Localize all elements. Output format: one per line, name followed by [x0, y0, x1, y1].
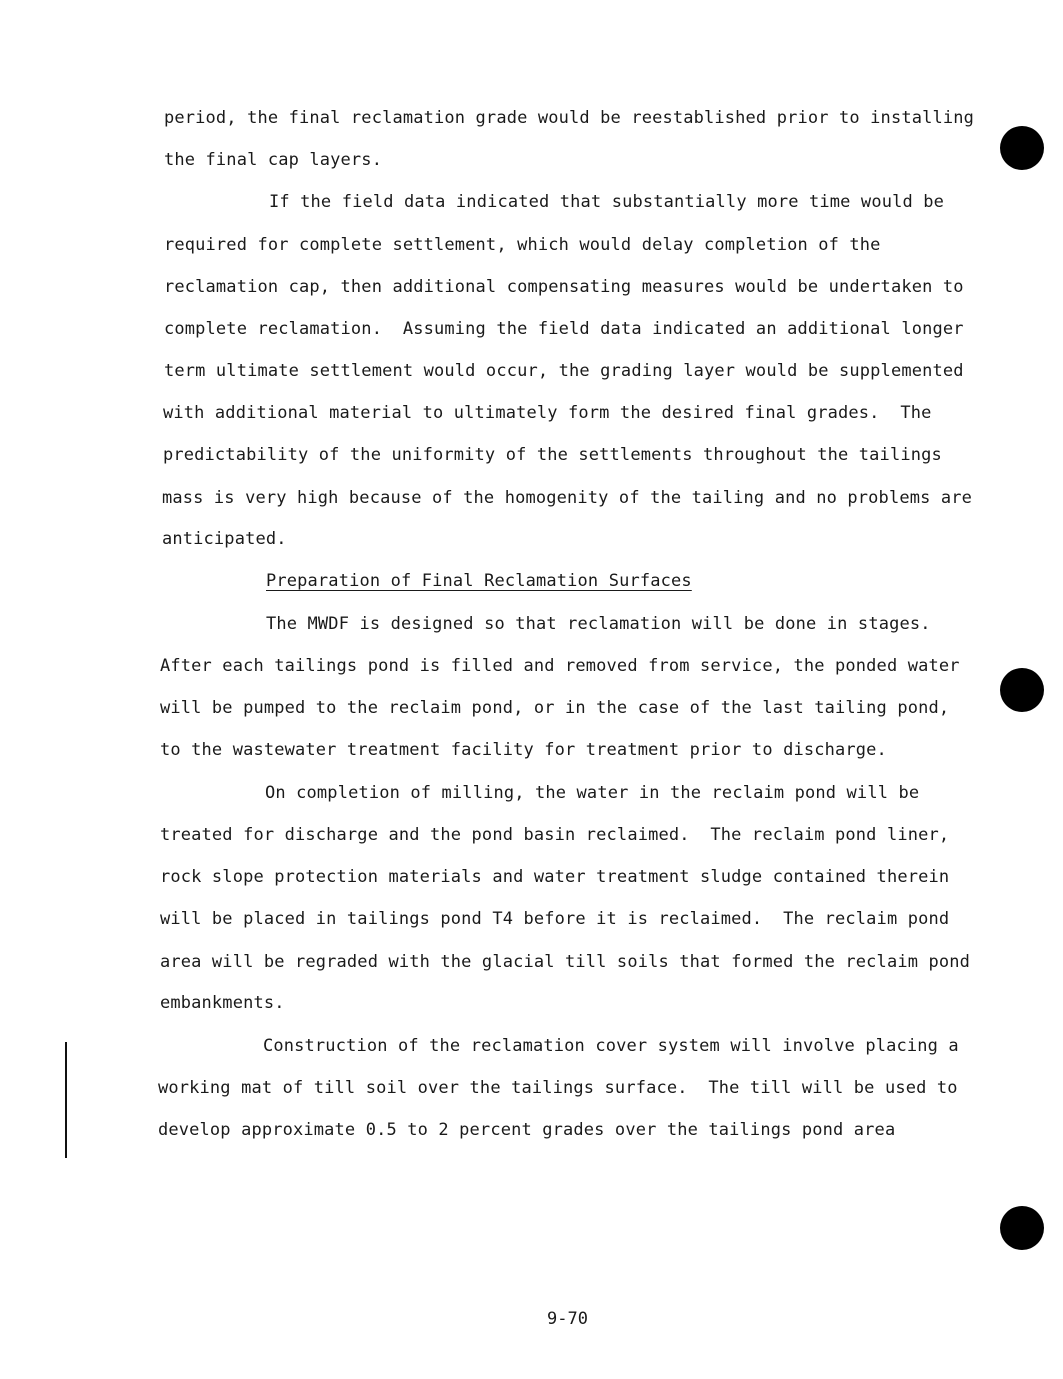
text-line: will be placed in tailings pond T4 before it is reclaimed. The reclaim pond	[160, 909, 950, 929]
text-line: Construction of the reclamation cover system will involve placing a	[263, 1036, 959, 1056]
text-line: working mat of till soil over the tailings surface. The till will be used to	[158, 1078, 958, 1098]
text-line: develop approximate 0.5 to 2 percent grades over the tailings pond area	[158, 1120, 896, 1140]
margin-change-bar	[65, 1042, 67, 1158]
punch-hole-middle	[1000, 668, 1044, 712]
punch-hole-top	[1000, 126, 1044, 170]
text-line: the final cap layers.	[164, 150, 383, 170]
text-line: required for complete settlement, which would delay completion of the	[164, 235, 881, 255]
text-line: After each tailings pond is filled and removed from service, the ponded water	[160, 656, 960, 676]
text-line: period, the final reclamation grade would be reestablished prior to installing	[164, 108, 975, 128]
text-line: The MWDF is designed so that reclamation will be done in stages.	[266, 614, 931, 634]
text-line: mass is very high because of the homogenity of the tailing and no problems are	[162, 488, 973, 508]
text-line: treated for discharge and the pond basin reclaimed. The reclaim pond liner,	[160, 825, 950, 845]
page-number: 9-70	[547, 1309, 588, 1329]
text-line: On completion of milling, the water in the reclaim pond will be	[265, 783, 920, 803]
text-line: term ultimate settlement would occur, the grading layer would be supplemented	[164, 361, 964, 381]
text-line: with additional material to ultimately form the desired final grades. The	[163, 403, 932, 423]
section-heading: Preparation of Final Reclamation Surfaces	[266, 571, 692, 591]
text-line: rock slope protection materials and water treatment sludge contained therein	[160, 867, 950, 887]
text-line: to the wastewater treatment facility for treatment prior to discharge.	[160, 740, 887, 760]
text-line: anticipated.	[162, 529, 287, 549]
text-line: reclamation cap, then additional compensating measures would be undertaken to	[164, 277, 964, 297]
text-line: If the field data indicated that substantially more time would be	[269, 192, 945, 212]
punch-hole-bottom	[1000, 1206, 1044, 1250]
text-line: predictability of the uniformity of the settlements throughout the tailings	[163, 445, 942, 465]
text-line: embankments.	[160, 993, 285, 1013]
text-line: area will be regraded with the glacial till soils that formed the reclaim pond	[160, 952, 971, 972]
text-line: complete reclamation. Assuming the field data indicated an additional longer	[164, 319, 964, 339]
text-line: will be pumped to the reclaim pond, or in the case of the last tailing pond,	[160, 698, 950, 718]
